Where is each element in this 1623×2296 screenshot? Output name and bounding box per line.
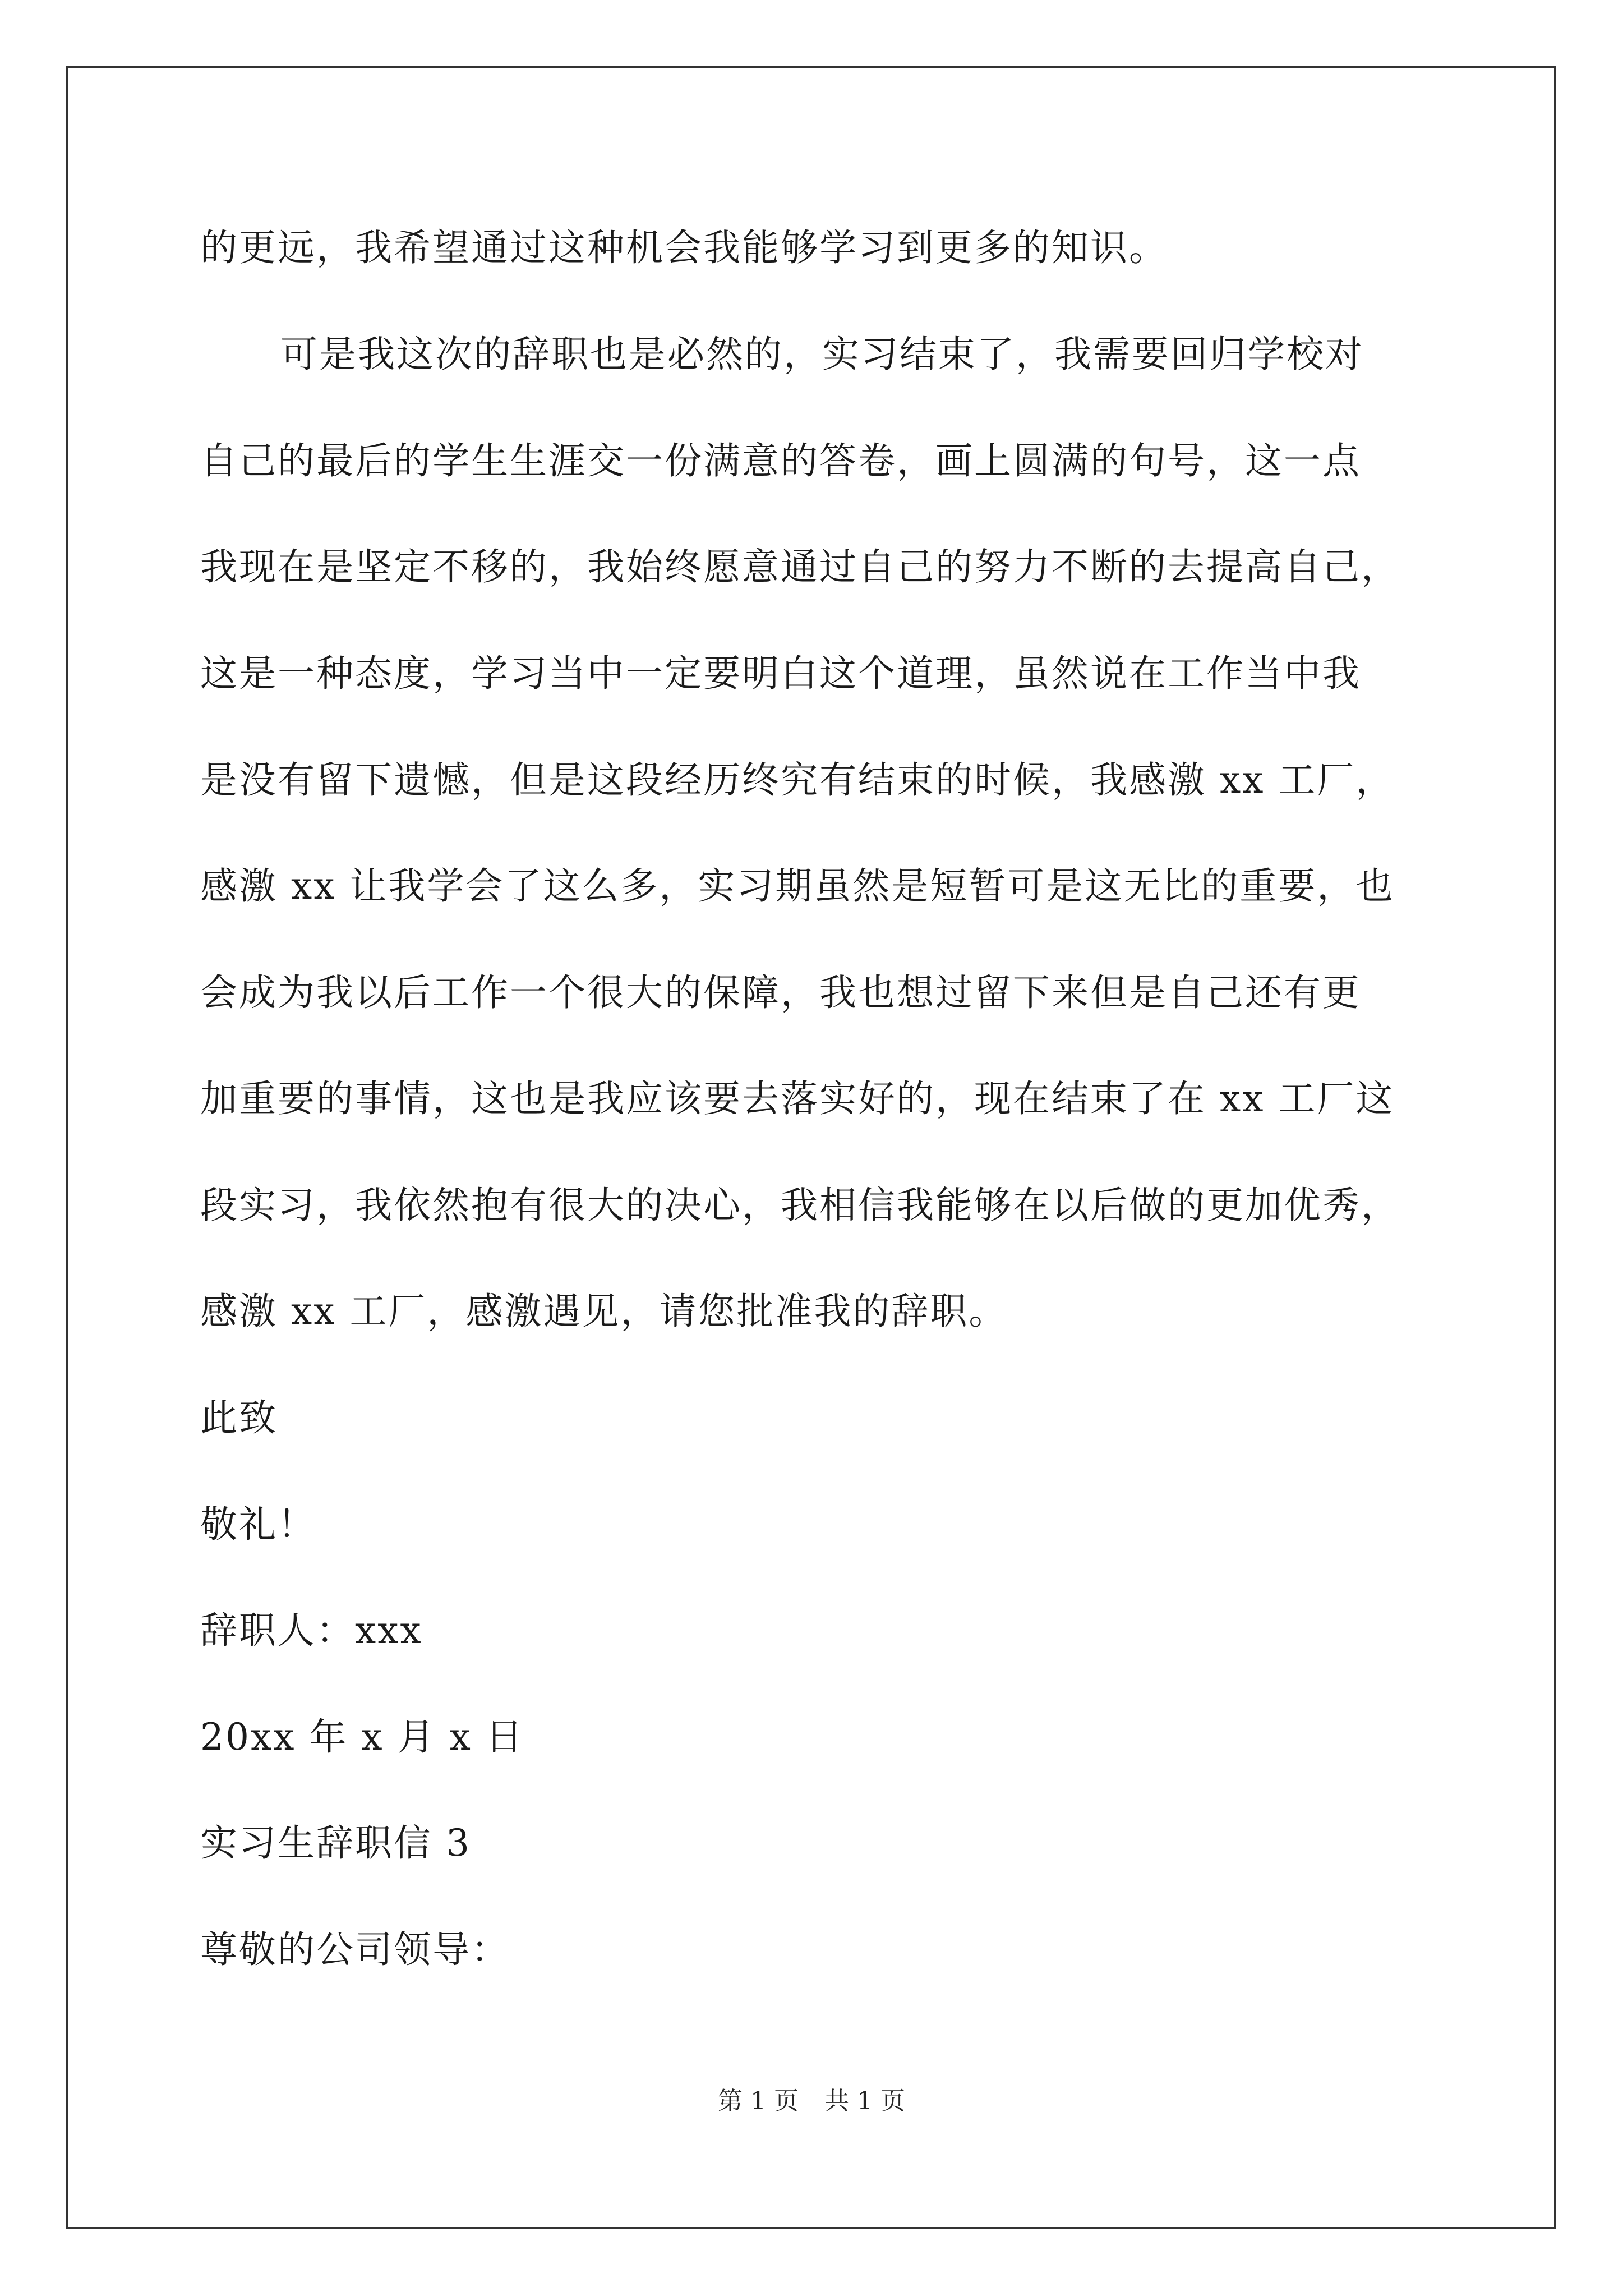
body-line-11: 感激 xx 工厂，感激遇见，请您批准我的辞职。 xyxy=(200,1290,1008,1333)
body-line-8: 会成为我以后工作一个很大的保障，我也想过留下来但是自己还有更 xyxy=(200,971,1361,1014)
date-line: 20xx 年 x 月 x 日 xyxy=(200,1715,524,1759)
body-line-3: 自己的最后的学生生涯交一份满意的答卷，画上圆满的句号，这一点 xyxy=(200,439,1361,482)
body-line-7: 感激 xx 让我学会了这么多，实习期虽然是短暂可是这无比的重要，也 xyxy=(200,864,1395,908)
body-line-10: 段实习，我依然抱有很大的决心，我相信我能够在以后做的更加优秀， xyxy=(200,1184,1400,1227)
section-title: 实习生辞职信 3 xyxy=(200,1821,471,1865)
page-number: 第 1 页 xyxy=(718,2087,799,2115)
body-line-2: 可是我这次的辞职也是必然的，实习结束了，我需要回归学校对 xyxy=(280,333,1364,376)
greeting-line: 尊敬的公司领导： xyxy=(200,1928,510,1971)
closing-salutation: 此致 xyxy=(200,1396,278,1439)
body-line-6: 是没有留下遗憾，但是这段经历终究有结束的时候，我感激 xx 工厂， xyxy=(200,758,1395,802)
body-line-4: 我现在是坚定不移的，我始终愿意通过自己的努力不断的去提高自己， xyxy=(200,545,1400,588)
signature-line: 辞职人：xxx xyxy=(200,1609,423,1652)
body-line-5: 这是一种态度，学习当中一定要明白这个道理，虽然说在工作当中我 xyxy=(200,652,1361,695)
page-border xyxy=(66,66,1556,2229)
closing-regards: 敬礼！ xyxy=(200,1503,316,1546)
body-line-1: 的更远，我希望通过这种机会我能够学习到更多的知识。 xyxy=(200,226,1168,269)
body-line-9: 加重要的事情，这也是我应该要去落实好的，现在结束了在 xx 工厂这 xyxy=(200,1077,1395,1120)
page-footer xyxy=(0,2086,1623,2117)
page-total: 共 1 页 xyxy=(824,2087,905,2115)
